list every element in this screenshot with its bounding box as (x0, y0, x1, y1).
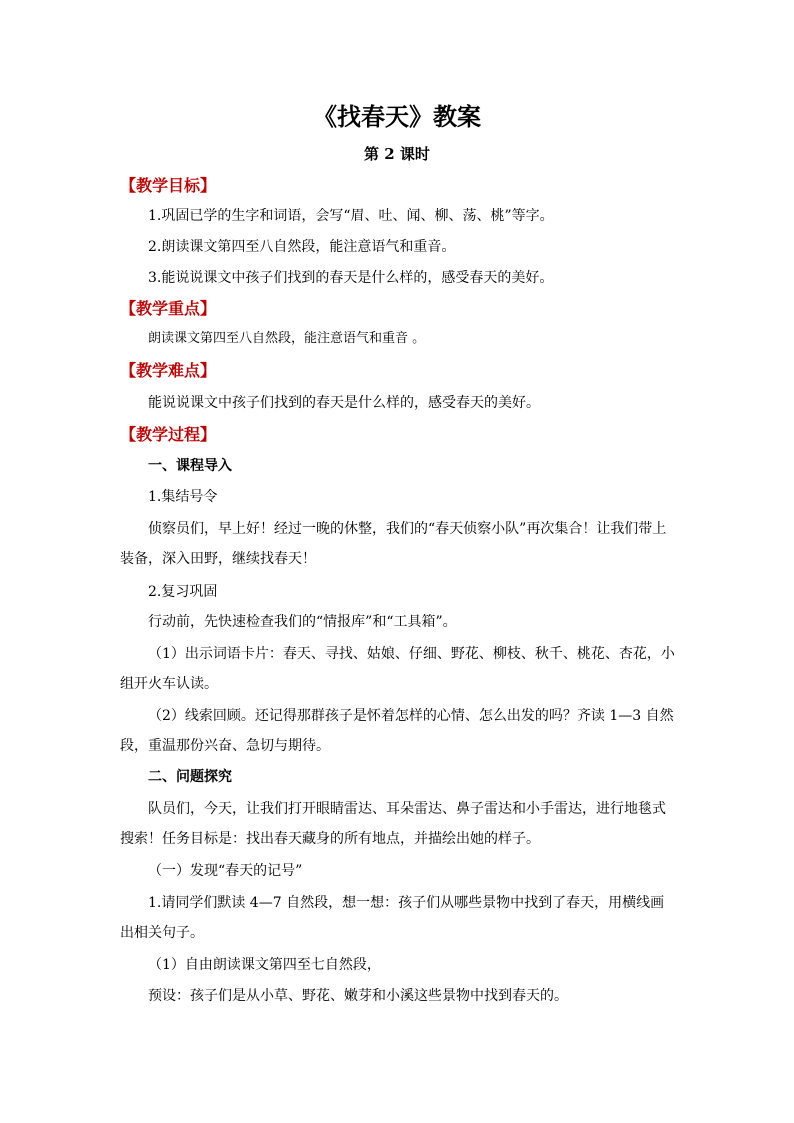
part2-intro: 队员们，今天，让我们打开眼睛雷达、耳朵雷达、鼻子雷达和小手雷达，进行地毯式搜索！任务目标是：找出春天藏身的所有地点，并描绘出她的样子。 (120, 801, 666, 847)
step2-item-1: （1）出示词语卡片：春天、寻找、姑娘、仔细、野花、柳枝、秋千、桃花、杏花，小组开火车认读。 (120, 646, 675, 692)
step1-title: 1.集结号令 (148, 489, 218, 505)
sub1-item-1: 1.请同学们默读 4—7 自然段，想一想：孩子们从哪些景物中找到了春天，用横线画出相关句子。 (120, 895, 665, 941)
goal-item-2: 2.朗读课文第四至八自然段，能注意语气和重音。 (148, 239, 456, 255)
sub1-title: （一）发现“春天的记号” (148, 863, 303, 879)
document-title: 《找春天》教案 (313, 102, 481, 131)
sub1-item-1a: （1）自由朗读课文第四至七自然段， (148, 957, 381, 973)
heading-teaching-goals: 【教学目标】 (120, 176, 217, 195)
lesson-period: 第 2 课时 (364, 145, 430, 163)
step2-intro: 行动前，先快速检查我们的“情报库”和“工具箱”。 (148, 614, 457, 630)
step2-title: 2.复习巩固 (148, 584, 218, 600)
sub1-preset: 预设：孩子们是从小草、野花、嫩芽和小溪这些景物中找到春天的。 (148, 988, 568, 1004)
key-points-text: 朗读课文第四至八自然段，能注意语气和重音 。 (148, 331, 426, 346)
part2-title: 二、问题探究 (148, 769, 232, 785)
heading-key-points: 【教学重点】 (120, 299, 217, 318)
part1-title: 一、课程导入 (148, 458, 232, 474)
step2-item-2: （2）线索回顾。还记得那群孩子是怀着怎样的心情、怎么出发的吗？齐读 1—3 自然段，重温那份兴奋、急切与期待。 (120, 708, 674, 754)
heading-difficulties: 【教学难点】 (120, 361, 217, 380)
difficulties-text: 能说说课文中孩子们找到的春天是什么样的，感受春天的美好。 (148, 395, 540, 411)
goal-item-3: 3.能说说课文中孩子们找到的春天是什么样的，感受春天的美好。 (148, 270, 554, 286)
step1-text: 侦察员们，早上好！经过一晚的休整，我们的“春天侦察小队”再次集合！让我们带上装备，深入田野，继续找春天！ (120, 521, 667, 567)
heading-teaching-process: 【教学过程】 (120, 425, 217, 444)
goal-item-1: 1.巩固已学的生字和词语，会写“眉、吐、闻、柳、荡、桃”等字。 (148, 208, 554, 224)
